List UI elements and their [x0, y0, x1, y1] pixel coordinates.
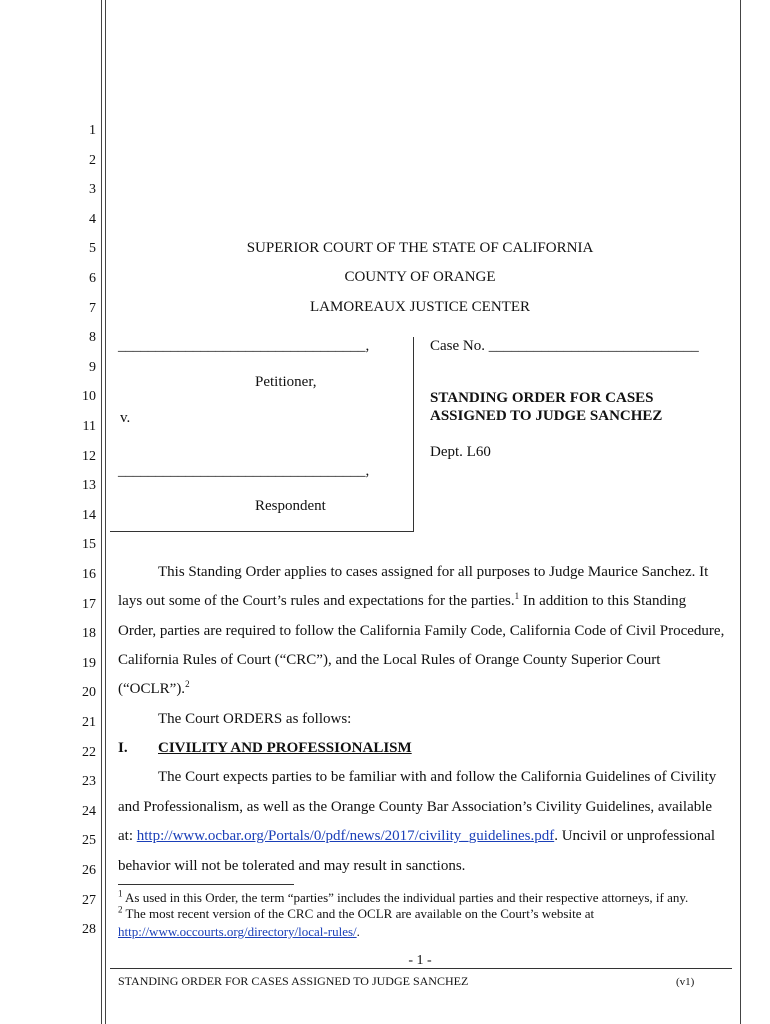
line-number: 23	[82, 774, 96, 790]
order-title-line-1: STANDING ORDER FOR CASES	[430, 390, 654, 406]
paragraph-1-line-4: California Rules of Court (“CRC”), and the Local Rules of Orange County Superior Court	[118, 652, 661, 668]
line-number: 13	[82, 478, 96, 494]
line-number: 3	[89, 182, 96, 198]
footnote-2: $^2$ The most recent version of the CRC and the OCLR are available on the Court’s website at	[118, 904, 595, 921]
line-number: 22	[82, 744, 96, 760]
line-number: 26	[82, 863, 96, 878]
caption-bottom-rule	[110, 531, 414, 532]
footer-version: (v1)	[676, 976, 695, 988]
footnote-separator	[118, 884, 294, 885]
line-number: 24	[82, 803, 96, 819]
section-heading: CIVILITY AND PROFESSIONALISM	[158, 740, 412, 756]
line-number: 25	[82, 833, 96, 849]
line-number: 16	[82, 567, 96, 582]
line-number: 18	[82, 626, 96, 642]
court-name: SUPERIOR COURT OF THE STATE OF CALIFORNIA	[246, 240, 594, 256]
paragraph-1-line-5: (“OCLR”).$^2$	[118, 679, 190, 697]
paragraph-3-line-1: The Court expects parties to be familiar with and follow the California Guidelines of Civility	[158, 769, 717, 785]
footnote-ref-1[interactable]: 1	[514, 591, 520, 601]
line-number: 2	[89, 152, 96, 168]
paragraph-1-line-2: lays out some of the Court’s rules and expectations for the parties.$^1$ In addition to this Standing	[118, 591, 687, 609]
paragraph-3-line-4: behavior will not be tolerated and may result in sanctions.	[118, 858, 466, 874]
caption-divider	[413, 337, 414, 532]
county-name: COUNTY OF ORANGE	[344, 269, 496, 285]
left-margin-rule-outer	[101, 0, 102, 1024]
line-number: 9	[89, 359, 96, 375]
department-label: Dept. L60	[430, 444, 491, 460]
paragraph-3-line-3: at: http://www.ocbar.org/Portals/0/pdf/news/2017/civility_guidelines.pdf. Uncivil or unprofessional	[118, 828, 716, 844]
footer-title: STANDING ORDER FOR CASES ASSIGNED TO JUDGE SANCHEZ	[118, 974, 469, 988]
line-number: 17	[82, 596, 96, 612]
line-number: 28	[82, 922, 96, 938]
petitioner-label: Petitioner,	[255, 374, 317, 390]
line-number: 8	[89, 330, 96, 346]
line-number: 4	[89, 211, 96, 227]
case-number-field: Case No. ____________________________	[430, 338, 699, 354]
line-number: 5	[89, 241, 96, 257]
left-margin-rule-inner	[105, 0, 106, 1024]
paragraph-1-line-1: This Standing Order applies to cases assigned for all purposes to Judge Maurice Sanchez. It	[158, 564, 709, 580]
paragraph-1-line-3: Order, parties are required to follow the California Family Code, California Code of Civil Procedure,	[118, 623, 725, 639]
petitioner-blank: _________________________________,	[118, 338, 370, 354]
line-number: 21	[82, 715, 96, 730]
respondent-label: Respondent	[255, 498, 326, 514]
line-number: 14	[82, 507, 96, 523]
line-number: 19	[82, 655, 96, 671]
respondent-blank: _________________________________,	[118, 463, 370, 479]
line-number: 20	[82, 685, 96, 701]
right-margin-rule	[740, 0, 741, 1024]
section-number: I.	[118, 740, 128, 756]
footer-rule	[110, 968, 732, 969]
line-number: 12	[82, 448, 96, 464]
civility-guidelines-link[interactable]: http://www.ocbar.org/Portals/0/pdf/news/2017/civility_guidelines.pdf	[136, 828, 555, 844]
paragraph-3-line-2: and Professionalism, as well as the Orange County Bar Association’s Civility Guidelines, available	[118, 799, 713, 815]
local-rules-link[interactable]: http://www.occourts.org/directory/local-rules/	[118, 924, 357, 939]
order-title-line-2: ASSIGNED TO JUDGE SANCHEZ	[430, 408, 663, 424]
line-number: 10	[82, 389, 96, 405]
line-number: 1	[89, 123, 96, 138]
line-number: 15	[82, 537, 96, 553]
line-number: 11	[82, 419, 96, 434]
line-number: 6	[89, 271, 96, 286]
page-number: - 1 -	[408, 953, 432, 968]
justice-center-name: LAMOREAUX JUSTICE CENTER	[310, 299, 530, 315]
line-number: 27	[82, 892, 96, 908]
footnote-1: $^1$ As used in this Order, the term “parties” includes the individual parties and their respective attorneys, if any.	[118, 888, 689, 905]
paragraph-2: The Court ORDERS as follows:	[158, 711, 352, 727]
line-number: 7	[89, 300, 96, 316]
footnote-2-link-line: http://www.occourts.org/directory/local-rules/.	[118, 924, 360, 939]
versus-label: v.	[120, 410, 131, 426]
footnote-ref-2[interactable]: 2	[185, 679, 190, 689]
